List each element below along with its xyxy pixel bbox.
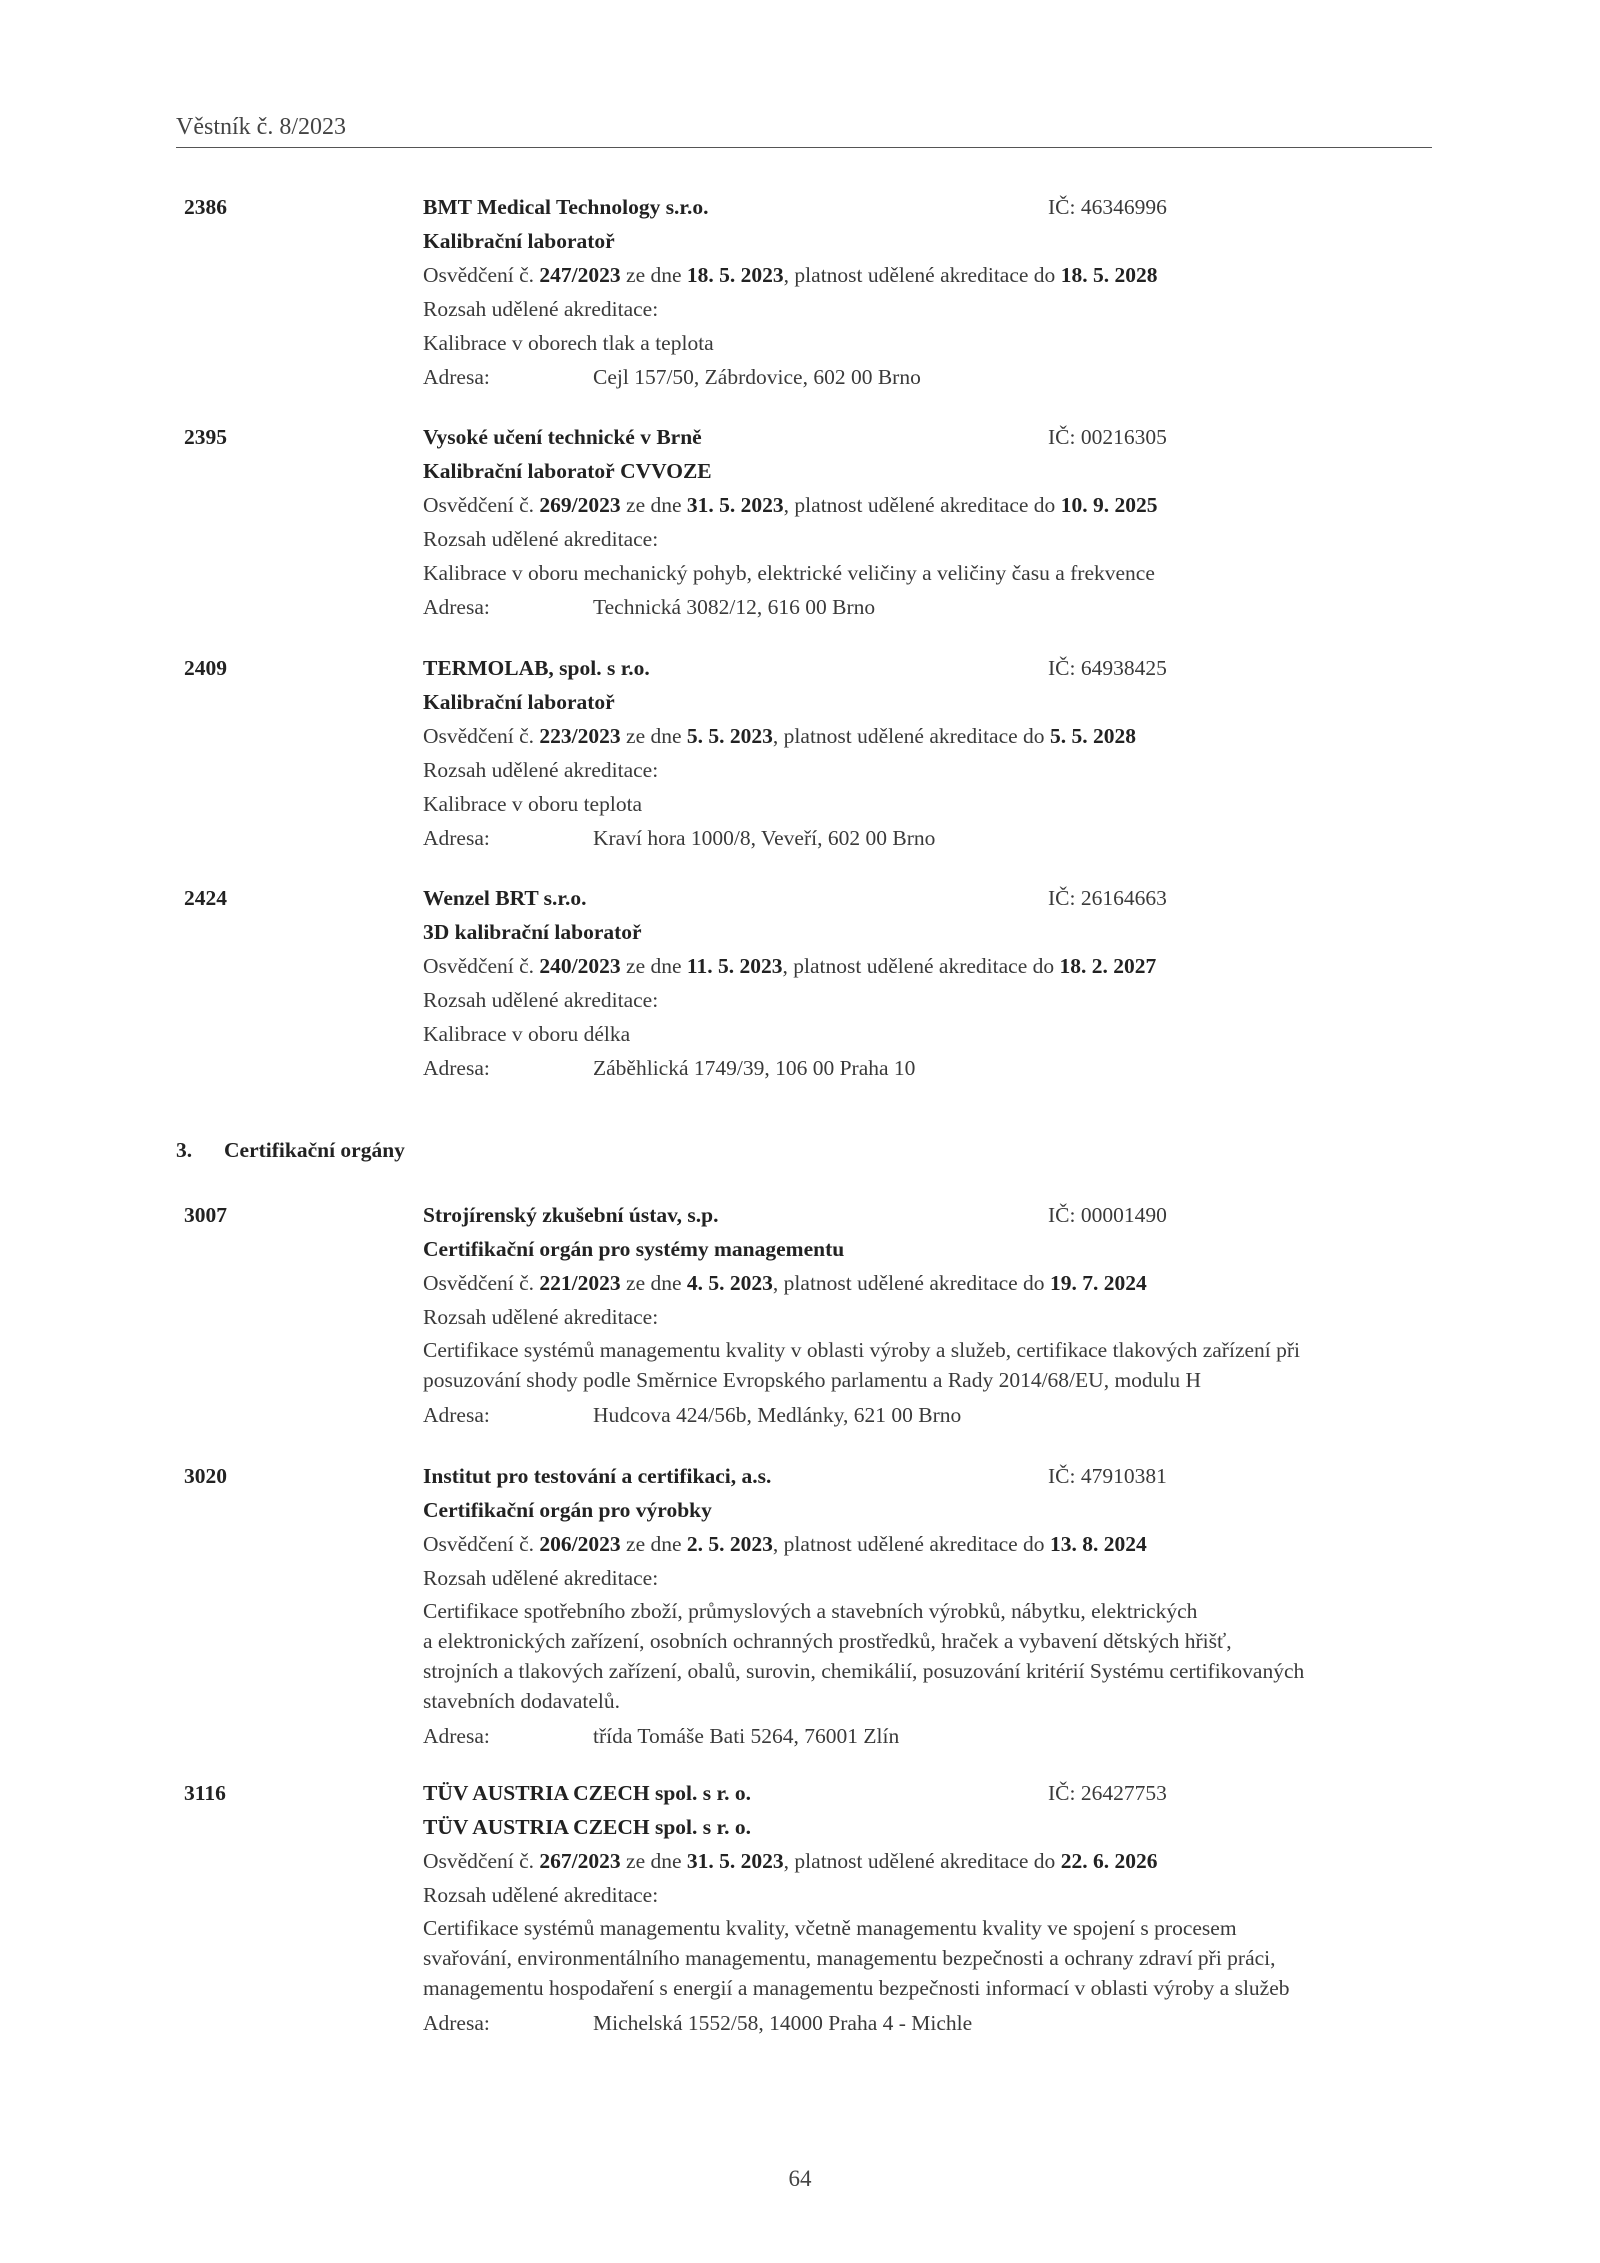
cert-date-label: ze dne (620, 1849, 687, 1873)
valid-until: 10. 9. 2025 (1060, 493, 1158, 517)
organization-name: TÜV AUSTRIA CZECH spol. s r. o. (423, 1781, 751, 1805)
ic-number (1048, 1198, 1167, 1232)
entry-body (423, 1198, 1423, 1432)
valid-until: 22. 6. 2026 (1060, 1849, 1158, 1873)
valid-until: 19. 7. 2024 (1049, 1271, 1147, 1295)
scope-label: Rozsah udělené akreditace: (423, 1566, 659, 1590)
certificate-line (423, 1527, 1423, 1561)
address-line (423, 1398, 1423, 1432)
scope-text: Kalibrace v oboru délka (423, 1022, 631, 1046)
cert-prefix: Osvědčení č. (423, 954, 540, 978)
address-line (423, 360, 1423, 394)
certificate-line (423, 1266, 1423, 1300)
ic-label: IČ: (1048, 425, 1081, 449)
address-value: Michelská 1552/58, 14000 Praha 4 - Michle (593, 2011, 973, 2035)
ic-value: 26427753 (1080, 1781, 1167, 1805)
address-line (423, 2006, 1423, 2040)
cert-validity-label: , platnost udělené akreditace do (783, 1849, 1061, 1873)
address-value: Cejl 157/50, Zábrdovice, 602 00 Brno (593, 365, 921, 389)
unit-name: Kalibrační laboratoř (423, 229, 615, 253)
cert-date-label: ze dne (620, 1532, 687, 1556)
page-number: 64 (788, 2166, 812, 2191)
cert-number: 206/2023 (539, 1532, 621, 1556)
cert-prefix: Osvědčení č. (423, 724, 540, 748)
entry-number: 2386 (184, 195, 227, 219)
cert-number: 240/2023 (539, 954, 621, 978)
entry-body (423, 1776, 1423, 2040)
cert-date: 31. 5. 2023 (686, 1849, 784, 1873)
organization-name: Wenzel BRT s.r.o. (423, 886, 587, 910)
ic-label: IČ: (1048, 195, 1081, 219)
scope-label: Rozsah udělené akreditace: (423, 527, 659, 551)
cert-validity-label: , platnost udělené akreditace do (783, 493, 1061, 517)
cert-date: 31. 5. 2023 (686, 493, 784, 517)
entry-number: 2424 (184, 886, 227, 910)
scope-label: Rozsah udělené akreditace: (423, 988, 659, 1012)
cert-date-label: ze dne (620, 724, 687, 748)
scope-line: posuzování shody podle Směrnice Evropského parlamentu a Rady 2014/68/EU, modulu H (423, 1368, 1202, 1392)
ic-number (1048, 1459, 1167, 1493)
scope-label: Rozsah udělené akreditace: (423, 297, 659, 321)
ic-value: 00216305 (1080, 425, 1167, 449)
ic-value: 46346996 (1080, 195, 1167, 219)
cert-date-label: ze dne (620, 493, 687, 517)
entry-number: 2395 (184, 425, 227, 449)
scope-line: svařování, environmentálního managementu, managementu bezpečnosti a ochrany zdraví při práci, (423, 1946, 1276, 1970)
certificate-line (423, 488, 1423, 522)
cert-validity-label: , platnost udělené akreditace do (782, 954, 1060, 978)
ic-label: IČ: (1048, 886, 1081, 910)
certificate-line (423, 949, 1423, 983)
address-line (423, 821, 1423, 855)
entry-body (423, 651, 1423, 855)
ic-number (1048, 420, 1167, 454)
address-line (423, 1719, 1423, 1753)
address-label: Adresa: (423, 595, 490, 619)
org-line (423, 1198, 1423, 1232)
cert-date: 11. 5. 2023 (686, 954, 783, 978)
section-number: 3. (176, 1138, 193, 1162)
scope-line: managementu hospodaření s energií a managementu bezpečnosti informací v oblasti výroby a služeb (423, 1976, 1290, 2000)
certificate-line (423, 719, 1423, 753)
unit-name: 3D kalibrační laboratoř (423, 920, 642, 944)
organization-name: Institut pro testování a certifikaci, a.s. (423, 1464, 772, 1488)
address-label: Adresa: (423, 826, 490, 850)
cert-prefix: Osvědčení č. (423, 263, 540, 287)
scope-line: a elektronických zařízení, osobních ochranných prostředků, hraček a vybavení dětských hřišť, (423, 1629, 1232, 1653)
certificate-line (423, 258, 1423, 292)
address-line (423, 590, 1423, 624)
cert-validity-label: , platnost udělené akreditace do (772, 724, 1050, 748)
entry-number: 2409 (184, 656, 227, 680)
journal-title: Věstník č. 8/2023 (176, 114, 346, 140)
cert-validity-label: , platnost udělené akreditace do (783, 263, 1061, 287)
address-value: Hudcova 424/56b, Medlánky, 621 00 Brno (593, 1403, 962, 1427)
cert-date: 5. 5. 2023 (686, 724, 773, 748)
ic-value: 47910381 (1080, 1464, 1167, 1488)
cert-date: 18. 5. 2023 (686, 263, 784, 287)
ic-number (1048, 190, 1167, 224)
ic-value: 00001490 (1080, 1203, 1167, 1227)
unit-name: Kalibrační laboratoř CVVOZE (423, 459, 712, 483)
address-label: Adresa: (423, 1056, 490, 1080)
organization-name: Vysoké učení technické v Brně (423, 425, 702, 449)
scope-text: Kalibrace v oboru mechanický pohyb, elektrické veličiny a veličiny času a frekvence (423, 561, 1155, 585)
org-line (423, 190, 1423, 224)
page-header (176, 110, 1432, 148)
section-title: Certifikační orgány (224, 1138, 405, 1162)
certificate-line (423, 1844, 1423, 1878)
valid-until: 18. 5. 2028 (1060, 263, 1158, 287)
address-value: třída Tomáše Bati 5264, 76001 Zlín (593, 1724, 900, 1748)
ic-number (1048, 1776, 1167, 1810)
entry-body (423, 881, 1423, 1085)
cert-number: 223/2023 (539, 724, 621, 748)
cert-validity-label: , platnost udělené akreditace do (772, 1532, 1050, 1556)
valid-until: 13. 8. 2024 (1049, 1532, 1147, 1556)
scope-text: Kalibrace v oborech tlak a teplota (423, 331, 714, 355)
scope-line: Certifikace spotřebního zboží, průmyslových a stavebních výrobků, nábytku, elektrických (423, 1599, 1198, 1623)
valid-until: 5. 5. 2028 (1049, 724, 1136, 748)
organization-name: TERMOLAB, spol. s r.o. (423, 656, 650, 680)
organization-name: Strojírenský zkušební ústav, s.p. (423, 1203, 719, 1227)
scope-label: Rozsah udělené akreditace: (423, 1883, 659, 1907)
entry-number: 3116 (184, 1781, 226, 1805)
cert-number: 221/2023 (539, 1271, 621, 1295)
cert-date: 2. 5. 2023 (686, 1532, 773, 1556)
ic-label: IČ: (1048, 656, 1081, 680)
cert-prefix: Osvědčení č. (423, 1532, 540, 1556)
scope-text (423, 1335, 1423, 1395)
cert-date-label: ze dne (620, 954, 687, 978)
ic-label: IČ: (1048, 1781, 1081, 1805)
address-label: Adresa: (423, 2011, 490, 2035)
cert-date-label: ze dne (620, 263, 687, 287)
org-line (423, 420, 1423, 454)
address-value: Záběhlická 1749/39, 106 00 Praha 10 (593, 1056, 916, 1080)
scope-label: Rozsah udělené akreditace: (423, 1305, 659, 1329)
ic-label: IČ: (1048, 1464, 1081, 1488)
cert-date-label: ze dne (620, 1271, 687, 1295)
unit-name: Certifikační orgán pro výrobky (423, 1498, 712, 1522)
org-line (423, 1459, 1423, 1493)
address-line (423, 1051, 1423, 1085)
ic-value: 26164663 (1080, 886, 1167, 910)
entry-body (423, 190, 1423, 394)
scope-text (423, 1913, 1423, 2003)
valid-until: 18. 2. 2027 (1059, 954, 1157, 978)
cert-number: 247/2023 (539, 263, 621, 287)
unit-name: Certifikační orgán pro systémy managementu (423, 1237, 845, 1261)
scope-text: Kalibrace v oboru teplota (423, 792, 643, 816)
ic-number (1048, 881, 1167, 915)
scope-line: strojních a tlakových zařízení, obalů, surovin, chemikálií, posuzování kritérií Systému certifikovaných (423, 1659, 1305, 1683)
entry-number: 3007 (184, 1203, 227, 1227)
entry-body (423, 420, 1423, 624)
entry-body (423, 1459, 1423, 1753)
cert-number: 269/2023 (539, 493, 621, 517)
address-value: Kraví hora 1000/8, Veveří, 602 00 Brno (593, 826, 936, 850)
unit-name: TÜV AUSTRIA CZECH spol. s r. o. (423, 1815, 751, 1839)
org-line (423, 881, 1423, 915)
address-label: Adresa: (423, 365, 490, 389)
ic-label: IČ: (1048, 1203, 1081, 1227)
address-label: Adresa: (423, 1403, 490, 1427)
scope-line: Certifikace systémů managementu kvality, včetně managementu kvality ve spojení s procesem (423, 1916, 1237, 1940)
unit-name: Kalibrační laboratoř (423, 690, 615, 714)
scope-line: stavebních dodavatelů. (423, 1689, 621, 1713)
address-label: Adresa: (423, 1724, 490, 1748)
address-value: Technická 3082/12, 616 00 Brno (593, 595, 876, 619)
scope-text (423, 1596, 1423, 1716)
cert-prefix: Osvědčení č. (423, 493, 540, 517)
org-line (423, 651, 1423, 685)
ic-value: 64938425 (1080, 656, 1167, 680)
org-line (423, 1776, 1423, 1810)
organization-name: BMT Medical Technology s.r.o. (423, 195, 709, 219)
scope-line: Certifikace systémů managementu kvality v oblasti výroby a služeb, certifikace tlakových zařízení při (423, 1338, 1301, 1362)
cert-prefix: Osvědčení č. (423, 1271, 540, 1295)
cert-date: 4. 5. 2023 (686, 1271, 773, 1295)
cert-prefix: Osvědčení č. (423, 1849, 540, 1873)
section-heading (176, 1133, 405, 1167)
entry-number: 3020 (184, 1464, 227, 1488)
ic-number (1048, 651, 1167, 685)
cert-validity-label: , platnost udělené akreditace do (772, 1271, 1050, 1295)
cert-number: 267/2023 (539, 1849, 621, 1873)
scope-label: Rozsah udělené akreditace: (423, 758, 659, 782)
